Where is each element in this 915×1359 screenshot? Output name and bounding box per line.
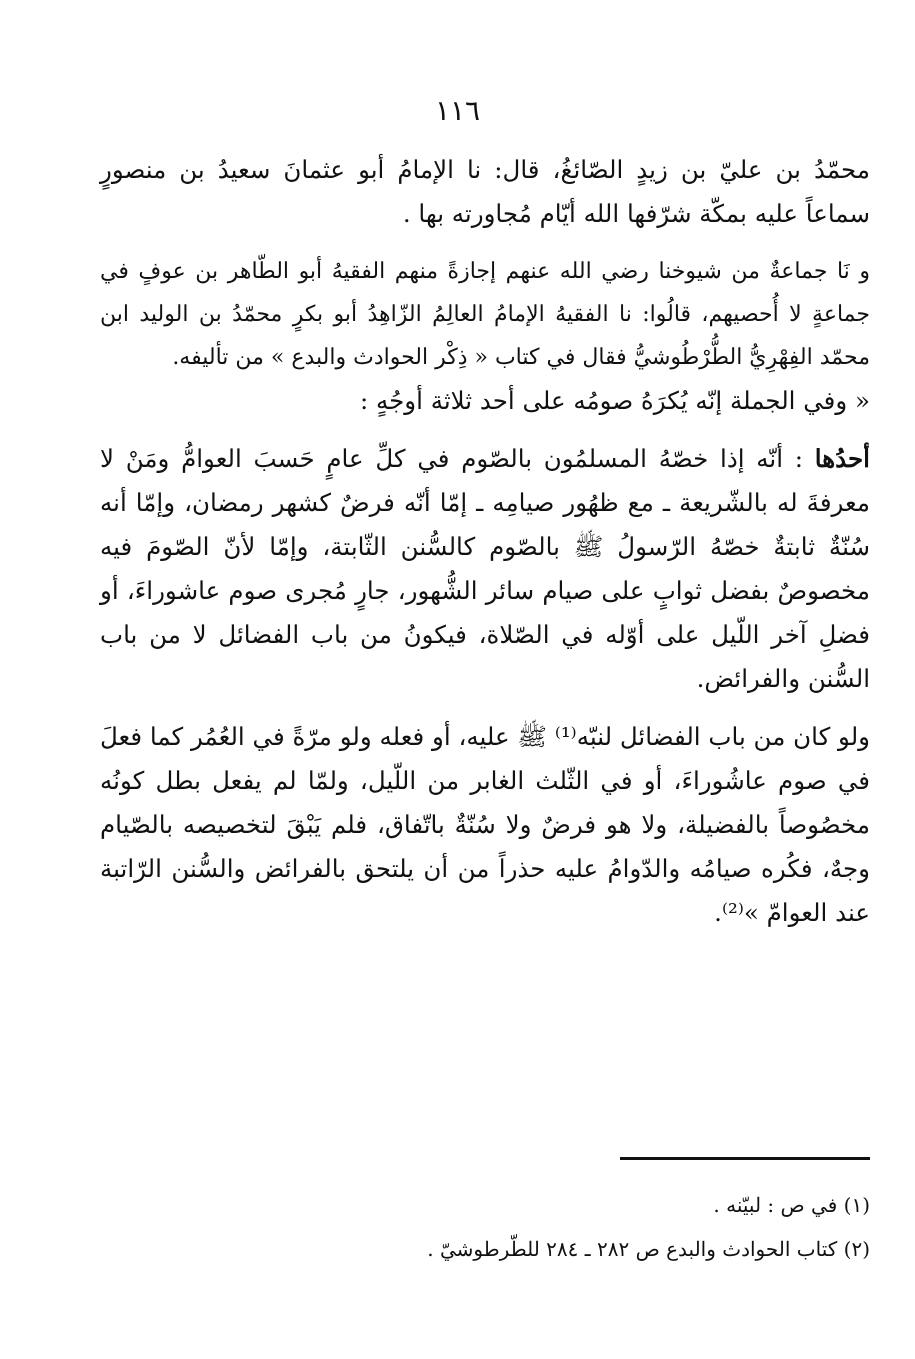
paragraph-intro-quote: « وفي الجملة إنّه يُكرَهُ صومُه على أحد ثلاثة أوجُهٍ : xyxy=(359,386,870,415)
paragraph-chain-of-narration: محمّدُ بن عليّ بن زيدٍ الصّائغُ، قال: نا الإمامُ أبو عثمانَ سعيدُ بن منصورٍ سماعاً عليه بمكّة شرّفها الله أيّام مُجاورته بها . xyxy=(100,155,870,228)
page-number: ١١٦ xyxy=(434,94,481,127)
paragraph-first-reason-text: : أنّه إذا خصّهُ المسلمُون بالصّوم في كلِّ عامٍ حَسبَ العوامُّ ومَنْ لا معرفةَ له بالشّريعة ـ مع ظهُور صيامِه ـ إمّا أنّه فرضٌ كشهر رمضان، وإمّا أنه سُنّةٌ ثابتةٌ خصّهُ الرّسولُ ﷺ بالصّوم كالسُّنن الثّابتة، وإمّا لأنّ الصّومَ فيه مخصوصٌ بفضل ثوابٍ على صيام سائر الشُّهور، جارٍ مُجرى صوم عاشوراءَ، أو فضلِ آخر اللّيل على أوّله في الصّلاة، فيكونُ من باب الفضائل لا من باب السُّنن والفرائض. xyxy=(100,444,870,693)
paragraph-lead-word: أحدُها xyxy=(814,444,870,473)
paragraph-ijaza: و نَا جماعةٌ من شيوخنا رضي الله عنهم إجازةً منهم الفقيهُ أبو الطّاهر بن عوفٍ في جماعةٍ لا أُحصيهم، قالُوا: نا الفقيهُ الإمامُ العالِمُ الزّاهِدُ أبو بكرٍ محمّدُ بن الوليد ابن محمّد الفِهْرِيُّ الطُّرْطُوشيُّ فقال في كتاب « ذِكْر الحوادث والبدع » من تأليفه. xyxy=(100,259,870,370)
footnote-1: (١) في ص : لبيّنه . xyxy=(713,1193,870,1217)
paragraph-first-reason xyxy=(100,437,870,701)
footnotes xyxy=(100,1183,870,1271)
footnote-2: (٢) كتاب الحوادث والبدع ص ٢٨٢ ـ ٢٨٤ للطّرطوشيّ . xyxy=(427,1237,870,1261)
footnote-divider xyxy=(620,1157,870,1160)
paragraph-conclusion: ولو كان من باب الفضائل لنبّه⁽¹⁾ ﷺ عليه، أو فعله ولو مرّةً في العُمُر كما فعلَ في صوم عاشُوراءَ، أو في الثّلث الغابر من اللّيل، ولمّا لم يفعل بطل كونُه مخصُوصاً بالفضيلة، ولا هو فرضٌ ولا سُنّةٌ باتّفاق، فلم يَبْقَ لتخصيصه بالصّيام وجهٌ، فكُره صيامُه والدّوامُ عليه حذراً من أن يلتحق بالفرائض والسُّنن الرّاتبة عند العوامّ »⁽²⁾. xyxy=(100,722,870,927)
main-text xyxy=(100,148,870,935)
